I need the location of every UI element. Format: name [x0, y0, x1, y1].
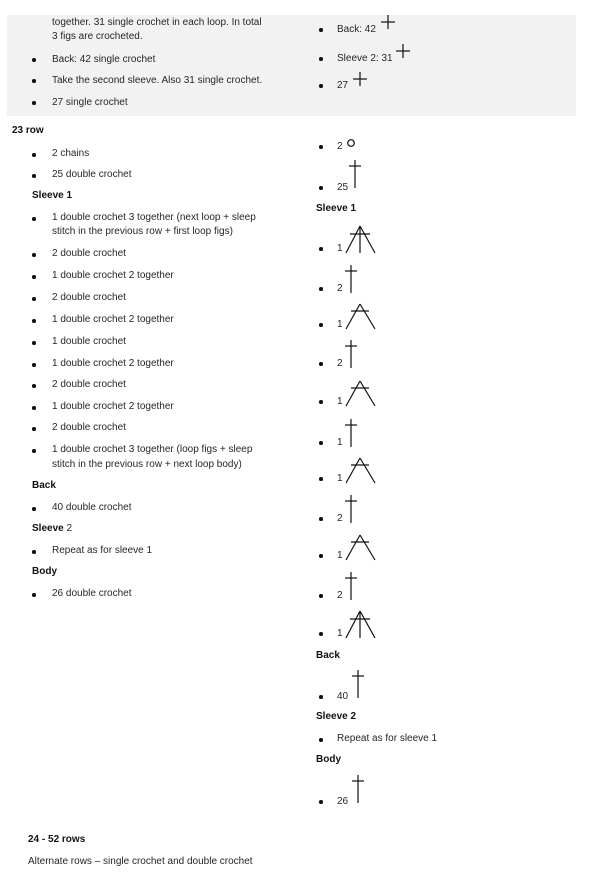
- list-item: 1 double crochet 2 together: [52, 270, 174, 281]
- bullet-icon: [32, 593, 36, 597]
- list-item: 2 double crochet: [52, 292, 126, 303]
- chain-circle-icon: [346, 138, 356, 148]
- dc3tog-icon: [345, 225, 377, 253]
- bullet-icon: [32, 550, 36, 554]
- subheading-label: Sleeve: [32, 523, 64, 534]
- bullet-icon: [319, 247, 323, 251]
- bullet-icon: [319, 84, 323, 88]
- list-item: 40 double crochet: [52, 502, 132, 513]
- list-item: 1 double crochet 3 together (loop figs + sleep: [52, 444, 253, 455]
- bullet-icon: [319, 800, 323, 804]
- double-crochet-icon: [344, 340, 358, 368]
- diagram-item: 1: [337, 396, 343, 407]
- list-item: 1 double crochet: [52, 336, 126, 347]
- diagram-item: 25: [337, 182, 349, 193]
- double-crochet-icon: [351, 775, 365, 803]
- plus-icon: [381, 15, 395, 29]
- diagram-item: 2: [337, 513, 343, 524]
- subheading: Body: [316, 754, 341, 765]
- subheading-number: 2: [63, 523, 73, 534]
- list-item: 2 double crochet: [52, 422, 126, 433]
- list-item-continuation: stitch in the previous row + next loop body): [52, 459, 242, 470]
- bullet-icon: [319, 517, 323, 521]
- bullet-icon: [319, 145, 323, 149]
- bullet-icon: [32, 507, 36, 511]
- double-crochet-icon: [351, 670, 365, 698]
- dc2tog-icon: [345, 303, 377, 329]
- list-item: 2 double crochet: [52, 248, 126, 259]
- diagram-item: 27: [337, 80, 349, 91]
- diagram-item: 26: [337, 796, 349, 807]
- diagram-item: 1: [337, 628, 343, 639]
- bullet-icon: [32, 449, 36, 453]
- list-item: 27 single crochet: [52, 97, 128, 108]
- bullet-icon: [319, 477, 323, 481]
- paragraph-line: together. 31 single crochet in each loop. In total: [52, 17, 262, 28]
- list-item: Back: 42 single crochet: [52, 54, 156, 65]
- list-item: Repeat as for sleeve 1: [52, 545, 153, 556]
- bullet-icon: [32, 153, 36, 157]
- diagram-item: Back: 42: [337, 24, 376, 35]
- bullet-icon: [319, 186, 323, 190]
- bullet-icon: [319, 738, 323, 742]
- bullet-icon: [32, 58, 36, 62]
- list-item: 1 double crochet 2 together: [52, 358, 174, 369]
- dc2tog-icon: [345, 534, 377, 560]
- bullet-icon: [32, 319, 36, 323]
- dc2tog-icon: [345, 380, 377, 406]
- diagram-item: 2: [337, 590, 343, 601]
- bullet-icon: [32, 363, 36, 367]
- list-item: 1 double crochet 3 together (next loop + sleep: [52, 212, 256, 223]
- diagram-item: 2: [337, 283, 343, 294]
- list-item: Repeat as for sleeve 1: [337, 733, 438, 744]
- list-item: 26 double crochet: [52, 588, 132, 599]
- subheading: Sleeve 1: [316, 203, 357, 214]
- bullet-icon: [319, 362, 323, 366]
- diagram-item: 1: [337, 473, 343, 484]
- list-item-continuation: stitch in the previous row + first loop figs): [52, 226, 233, 237]
- list-item: 2 double crochet: [52, 379, 126, 390]
- diagram-item: 1: [337, 243, 343, 254]
- bullet-icon: [32, 406, 36, 410]
- list-item: 25 double crochet: [52, 169, 132, 180]
- bullet-icon: [32, 174, 36, 178]
- bullet-icon: [32, 253, 36, 257]
- bullet-icon: [32, 297, 36, 301]
- list-item: Take the second sleeve. Also 31 single crochet.: [52, 75, 263, 86]
- diagram-item: 1: [337, 437, 343, 448]
- double-crochet-icon: [344, 419, 358, 447]
- plus-icon: [396, 44, 410, 58]
- subheading: Body: [32, 566, 57, 577]
- bullet-icon: [32, 427, 36, 431]
- bullet-icon: [319, 695, 323, 699]
- section-title: 24 - 52 rows: [28, 834, 86, 845]
- subheading: [32, 523, 72, 535]
- list-item: 2 chains: [52, 148, 90, 159]
- bullet-icon: [319, 57, 323, 61]
- list-item: 1 double crochet 2 together: [52, 314, 174, 325]
- diagram-item: 40: [337, 691, 349, 702]
- diagram-item: Sleeve 2: 31: [337, 53, 393, 64]
- diagram-item: 2: [337, 141, 343, 152]
- bullet-icon: [32, 79, 36, 83]
- section-title: 23 row: [12, 125, 44, 136]
- bullet-icon: [319, 323, 323, 327]
- subheading: Sleeve 2: [316, 711, 357, 722]
- plus-icon: [353, 72, 367, 86]
- bullet-icon: [32, 275, 36, 279]
- bullet-icon: [319, 632, 323, 636]
- list-item: 1 double crochet 2 together: [52, 401, 174, 412]
- bullet-icon: [32, 384, 36, 388]
- subheading: Back: [32, 480, 56, 491]
- bullet-icon: [32, 341, 36, 345]
- diagram-item: 1: [337, 550, 343, 561]
- bullet-icon: [32, 217, 36, 221]
- dc3tog-icon: [345, 610, 377, 638]
- dc2tog-icon: [345, 457, 377, 483]
- double-crochet-icon: [344, 495, 358, 523]
- double-crochet-icon: [344, 572, 358, 600]
- bullet-icon: [319, 287, 323, 291]
- double-crochet-icon: [344, 265, 358, 293]
- bullet-icon: [319, 28, 323, 32]
- bullet-icon: [32, 101, 36, 105]
- paragraph: Alternate rows – single crochet and double crochet: [28, 856, 253, 867]
- subheading: Back: [316, 650, 340, 661]
- diagram-item: 2: [337, 358, 343, 369]
- bullet-icon: [319, 441, 323, 445]
- paragraph-line: 3 figs are crocheted.: [52, 31, 143, 42]
- bullet-icon: [319, 594, 323, 598]
- subheading: Sleeve 1: [32, 190, 73, 201]
- double-crochet-icon: [348, 160, 362, 188]
- diagram-item: 1: [337, 319, 343, 330]
- bullet-icon: [319, 554, 323, 558]
- bullet-icon: [319, 400, 323, 404]
